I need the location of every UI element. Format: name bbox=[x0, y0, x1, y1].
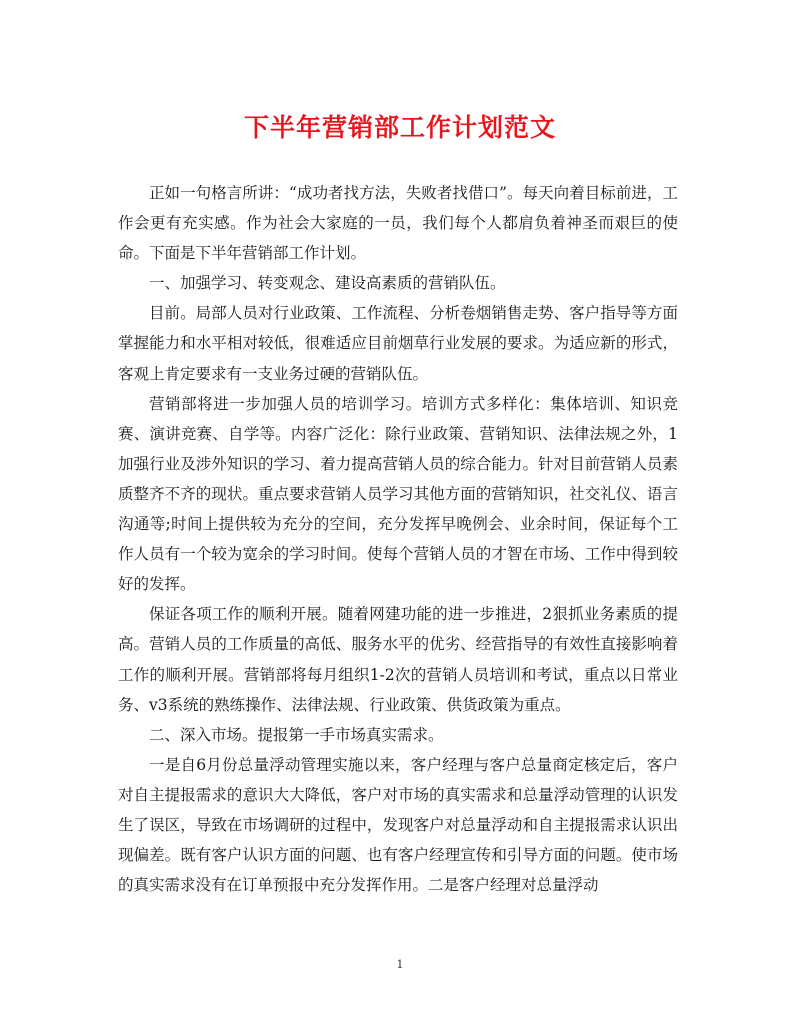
document-title: 下半年营销部工作计划范文 bbox=[243, 113, 556, 142]
paragraph-market: 一是自6月份总量浮动管理实施以来，客户经理与客户总量商定核定后，客户对自主提报需求的意识大大降低，客户对市场的真实需求和总量浮动管理的认识发生了误区，导致在市场调研的过程中，发现客户对总量浮动和自主提报需求认识出现偏差。既有客户认识方面的问题、也有客户经理宣传和引导方面的问题。使市场的真实需求没有在订单预报中充分发挥作用。二是客户经理对总量浮动 bbox=[118, 755, 678, 895]
page-number: 1 bbox=[396, 958, 404, 971]
section-heading-1: 一、加强学习、转变观念、建设高素质的营销队伍。 bbox=[149, 274, 506, 293]
section-heading-2: 二、深入市场。提报第一手市场真实需求。 bbox=[149, 725, 444, 744]
paragraph-quality: 保证各项工作的顺利开展。随着网建功能的进一步推进，2狠抓业务素质的提高。营销人员的工作质量的高低、服务水平的优劣、经营指导的有效性直接影响着工作的顺利开展。营销部将每月组织1-2次的营销人员培训和考试，重点以日常业务、v3系统的熟练操作、法律法规、行业政策、供货政策为重点。 bbox=[118, 605, 678, 714]
paragraph-intro: 正如一句格言所讲：“成功者找方法，失败者找借口”。每天向着目标前进，工作会更有充实感。作为社会大家庭的一员，我们每个人都肩负着神圣而艰巨的使命。下面是下半年营销部工作计划。 bbox=[118, 184, 678, 263]
document-body bbox=[118, 178, 678, 900]
paragraph-current-situation: 目前。局部人员对行业政策、工作流程、分析卷烟销售走势、客户指导等方面掌握能力和水平相对较低，很难适应目前烟草行业发展的要求。为适应新的形式，客观上肯定要求有一支业务过硬的营销队伍。 bbox=[118, 304, 678, 383]
paragraph-training: 营销部将进一步加强人员的培训学习。培训方式多样化：集体培训、知识竞赛、演讲竞赛、自学等。内容广泛化：除行业政策、营销知识、法律法规之外，1加强行业及涉外知识的学习、着力提高营销人员的综合能力。针对目前营销人员素质整齐不齐的现状。重点要求营销人员学习其他方面的营销知识，社交礼仪、语言沟通等;时间上提供较为充分的空间，充分发挥早晚例会、业余时间，保证每个工作人员有一个较为宽余的学习时间。使每个营销人员的才智在市场、工作中得到较好的发挥。 bbox=[118, 394, 678, 594]
